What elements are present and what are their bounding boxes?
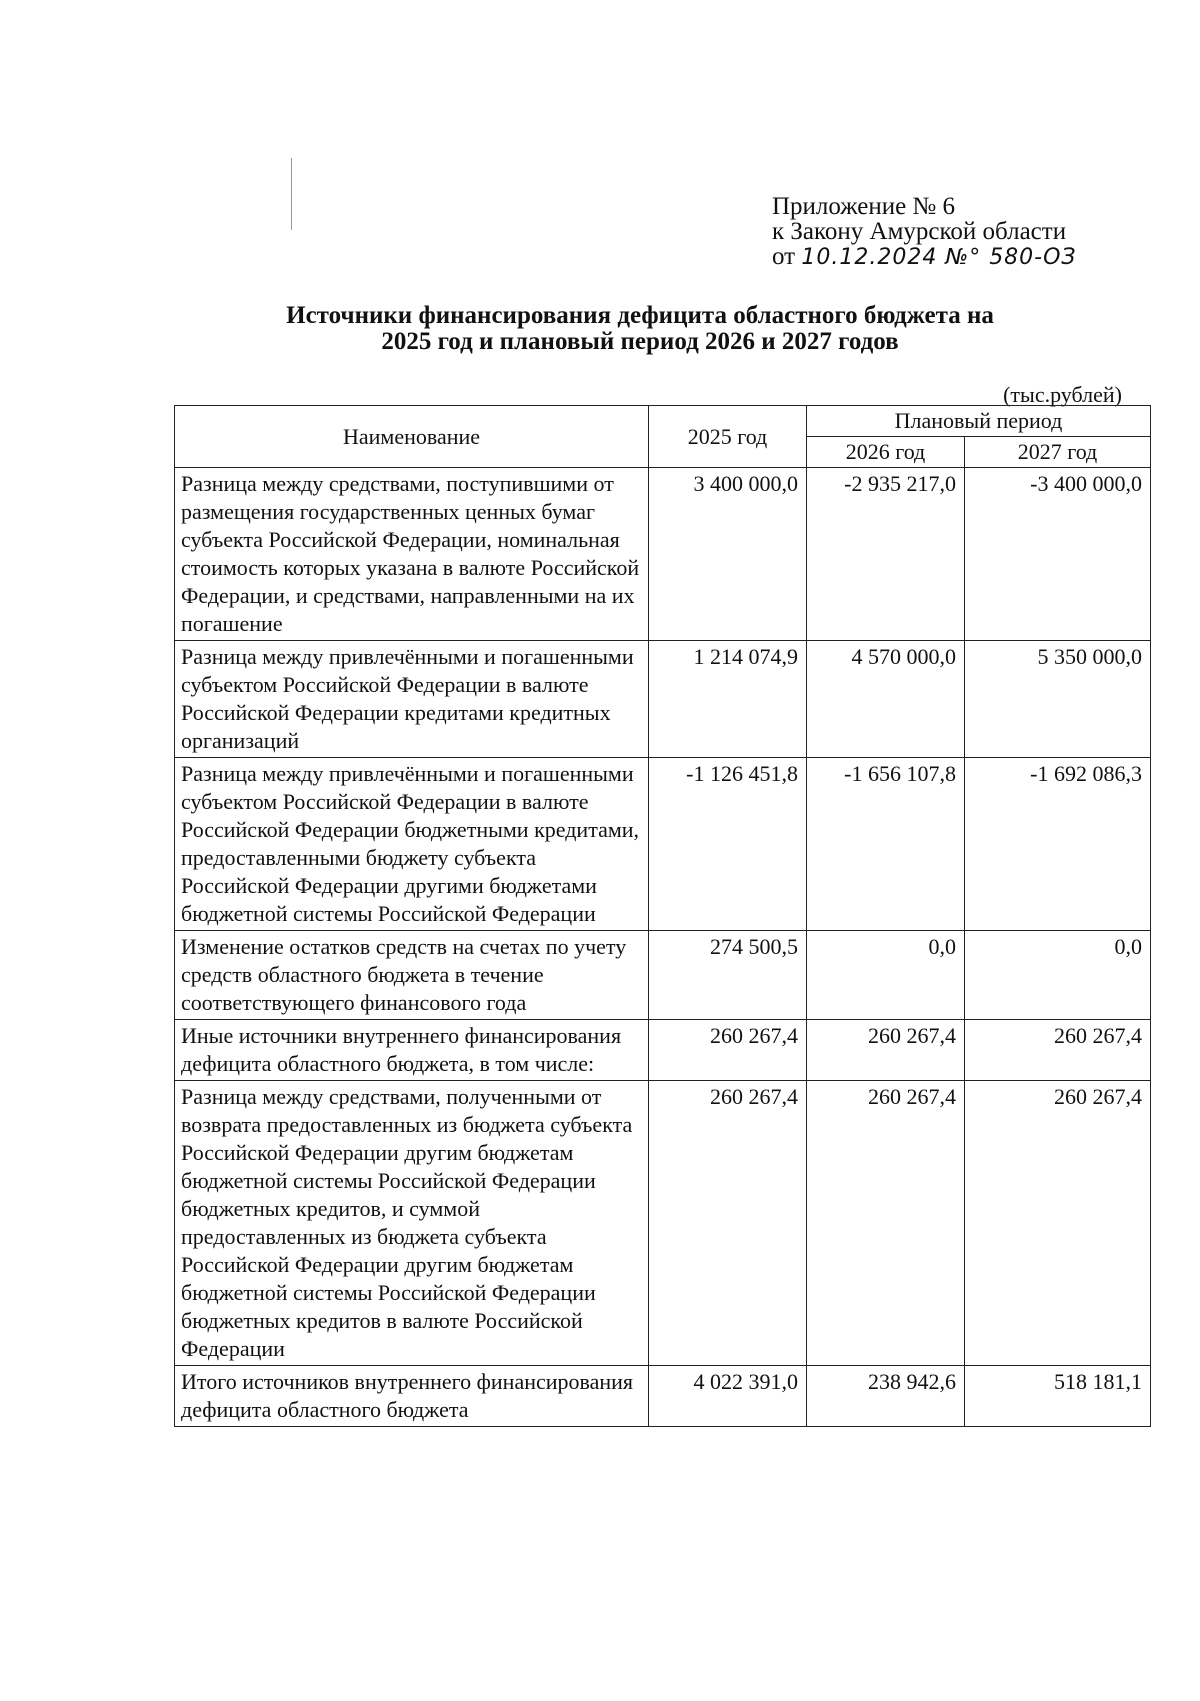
- row-name: Разница между привлечёнными и погашенными субъектом Российской Федерации в валюте Российской Федерации бюджетными кредитами, предоставленными бюджету субъекта Российской Федерации другими бюджетами бюджетной системы Российской Федерации: [175, 758, 649, 931]
- row-value-2025: 274 500,5: [649, 931, 807, 1020]
- row-value-2027: 518 181,1: [965, 1366, 1151, 1427]
- row-value-2026: 260 267,4: [807, 1081, 965, 1366]
- header-year-2026: 2026 год: [807, 437, 965, 468]
- header-planned-period: Плановый период: [807, 406, 1151, 437]
- row-value-2026: 238 942,6: [807, 1366, 965, 1427]
- row-value-2025: 260 267,4: [649, 1020, 807, 1081]
- row-value-2027: 260 267,4: [965, 1020, 1151, 1081]
- row-value-2026: 260 267,4: [807, 1020, 965, 1081]
- row-value-2027: 0,0: [965, 931, 1151, 1020]
- table-row-total: [175, 1366, 1151, 1427]
- row-name: Изменение остатков средств на счетах по учету средств областного бюджета в течение соответствующего финансового года: [175, 931, 649, 1020]
- table-row: [175, 1081, 1151, 1366]
- row-value-2025: 1 214 074,9: [649, 641, 807, 758]
- appendix-law-reference: к Закону Амурской области: [772, 218, 1067, 245]
- row-name: Итого источников внутреннего финансирования дефицита областного бюджета: [175, 1366, 649, 1427]
- units-label: (тыс.рублей): [1003, 382, 1122, 407]
- row-value-2027: 260 267,4: [965, 1081, 1151, 1366]
- appendix-number: Приложение № 6: [772, 193, 956, 220]
- appendix-header: [772, 194, 1077, 270]
- table-row: [175, 468, 1151, 641]
- table-row: [175, 758, 1151, 931]
- margin-mark: [291, 158, 292, 230]
- table-row: [175, 641, 1151, 758]
- financing-sources-table: [174, 405, 1151, 1427]
- header-year-2027: 2027 год: [965, 437, 1151, 468]
- row-value-2025: -1 126 451,8: [649, 758, 807, 931]
- row-value-2026: 4 570 000,0: [807, 641, 965, 758]
- row-value-2025: 4 022 391,0: [649, 1366, 807, 1427]
- header-year-2025: 2025 год: [649, 406, 807, 468]
- row-value-2025: 260 267,4: [649, 1081, 807, 1366]
- table-row: [175, 931, 1151, 1020]
- handwritten-date-number: 10.12.2024 №° 580-ОЗ: [801, 245, 1077, 270]
- row-name: Разница между привлечёнными и погашенными субъектом Российской Федерации в валюте Российской Федерации кредитами кредитных организаций: [175, 641, 649, 758]
- row-name: Разница между средствами, поступившими от размещения государственных ценных бумаг субъекта Российской Федерации, номинальная стоимость которых указана в валюте Российской Федерации, и средствами, направленными на их погашение: [175, 468, 649, 641]
- row-value-2025: 3 400 000,0: [649, 468, 807, 641]
- appendix-date-prefix: от: [772, 243, 796, 270]
- row-name: Разница между средствами, полученными от возврата предоставленных из бюджета субъекта Российской Федерации другим бюджетам бюджетной системы Российской Федерации бюджетных кредитов, и суммой предоставленных из бюджета субъекта Российской Федерации другим бюджетам бюджетной системы Российской Федерации бюджетных кредитов в валюте Российской Федерации: [175, 1081, 649, 1366]
- row-value-2027: 5 350 000,0: [965, 641, 1151, 758]
- header-name: Наименование: [175, 406, 649, 468]
- table-row: [175, 1020, 1151, 1081]
- title-line-1: Источники финансирования дефицита областного бюджета на: [286, 302, 994, 329]
- title-line-2: 2025 год и плановый период 2026 и 2027 годов: [381, 328, 899, 355]
- row-value-2027: -1 692 086,3: [965, 758, 1151, 931]
- row-value-2026: -1 656 107,8: [807, 758, 965, 931]
- row-name: Иные источники внутреннего финансирования дефицита областного бюджета, в том числе:: [175, 1020, 649, 1081]
- document-title: [180, 303, 1100, 355]
- table-header-row: [175, 406, 1151, 437]
- row-value-2026: -2 935 217,0: [807, 468, 965, 641]
- row-value-2027: -3 400 000,0: [965, 468, 1151, 641]
- row-value-2026: 0,0: [807, 931, 965, 1020]
- appendix-date-line: [772, 244, 1077, 270]
